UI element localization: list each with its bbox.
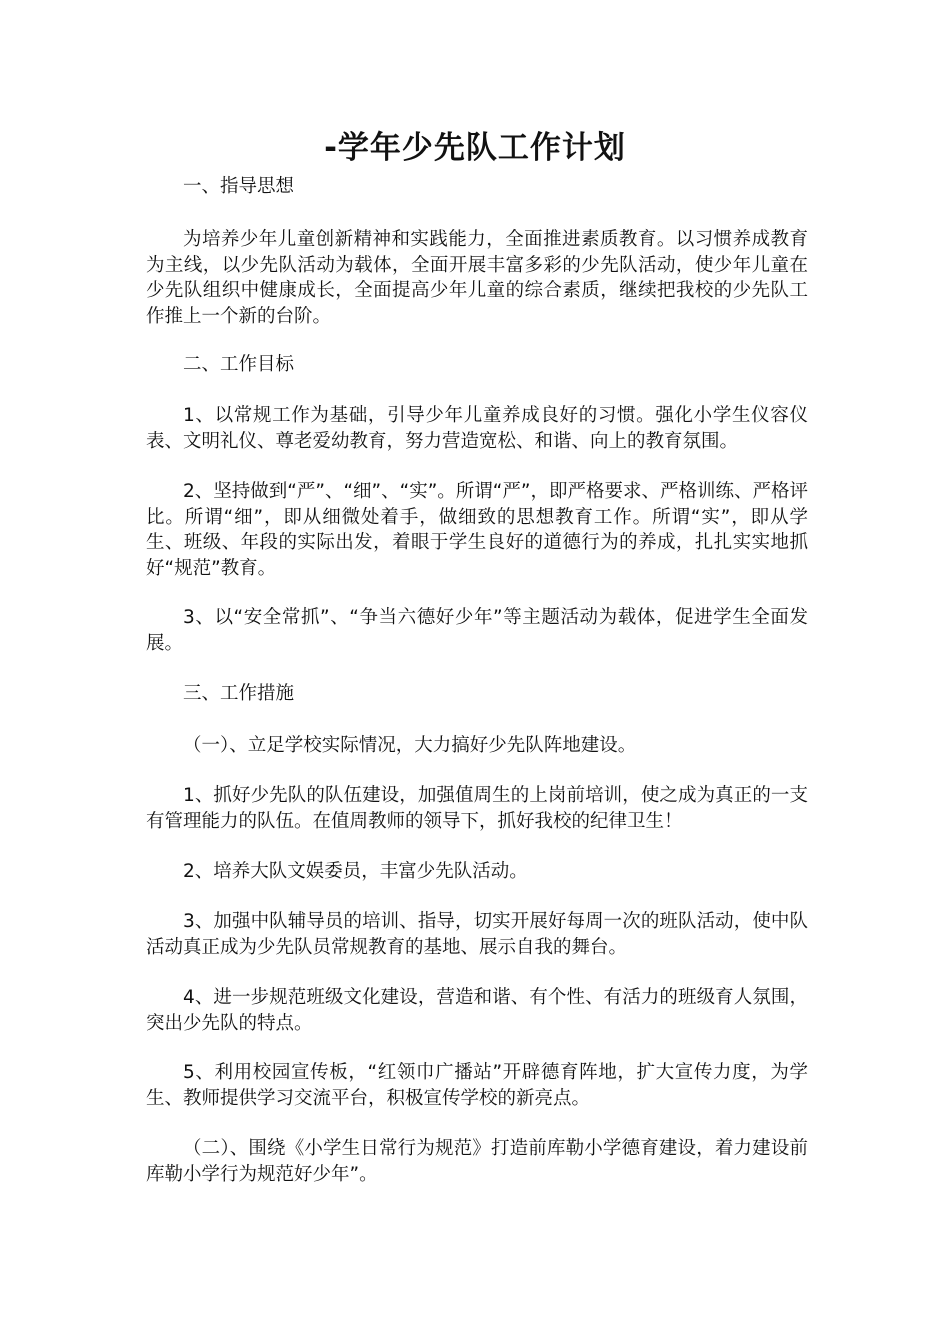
subsection-heading-1: （一）、立足学校实际情况，大力搞好少先队阵地建设。 (183, 735, 637, 756)
paragraph-guiding-thought: 为培养少年儿童创新精神和实践能力，全面推进素质教育。以习惯养成教育为主线，以少先队活动为载体，全面开展丰富多彩的少先队活动，使少年儿童在少先队组织中健康成长，全面提高少年儿童的综合素质，继续把我校的少先队工作推上一个新的台阶。 (146, 229, 808, 327)
subsection-heading-2: （二）、围绕《小学生日常行为规范》打造前库勒小学德育建设，着力建设前库勒小学行为规范好少年”。 (146, 1138, 808, 1185)
paragraph-measure-1: 1、抓好少先队的队伍建设，加强值周生的上岗前培训，使之成为真正的一支有管理能力的队伍。在值周教师的领导下，抓好我校的纪律卫生！ (146, 785, 808, 832)
paragraph-goal-3: 3、以“安全常抓”、“争当六德好少年”等主题活动为载体，促进学生全面发展。 (146, 607, 808, 654)
paragraph-goal-2: 2、坚持做到“严”、“细”、“实”。所谓“严”，即严格要求、严格训练、严格评比。所谓“细”，即从细微处着手，做细致的思想教育工作。所谓“实”，即从学生、班级、年段的实际出发，着眼于学生良好的道德行为的养成，扎扎实实地抓好“规范”教育。 (146, 481, 808, 579)
section-heading-work-goals: 二、工作目标 (183, 354, 295, 375)
paragraph-goal-1: 1、以常规工作为基础，引导少年儿童养成良好的习惯。强化小学生仪容仪表、文明礼仪、尊老爱幼教育，努力营造宽松、和谐、向上的教育氛围。 (146, 405, 808, 452)
section-heading-guiding-thought: 一、指导思想 (183, 176, 295, 197)
paragraph-measure-3: 3、加强中队辅导员的培训、指导，切实开展好每周一次的班队活动，使中队活动真正成为少先队员常规教育的基地、展示自我的舞台。 (146, 911, 808, 958)
document-title: -学年少先队工作计划 (324, 130, 626, 166)
paragraph-measure-2: 2、培养大队文娱委员，丰富少先队活动。 (183, 861, 528, 882)
paragraph-measure-4: 4、进一步规范班级文化建设，营造和谐、有个性、有活力的班级育人氛围，突出少先队的特点。 (146, 987, 808, 1034)
section-heading-work-measures: 三、工作措施 (183, 683, 295, 704)
paragraph-measure-5: 5、利用校园宣传板，“红领巾广播站”开辟德育阵地，扩大宣传力度，为学生、教师提供学习交流平台，积极宣传学校的新亮点。 (146, 1062, 808, 1109)
